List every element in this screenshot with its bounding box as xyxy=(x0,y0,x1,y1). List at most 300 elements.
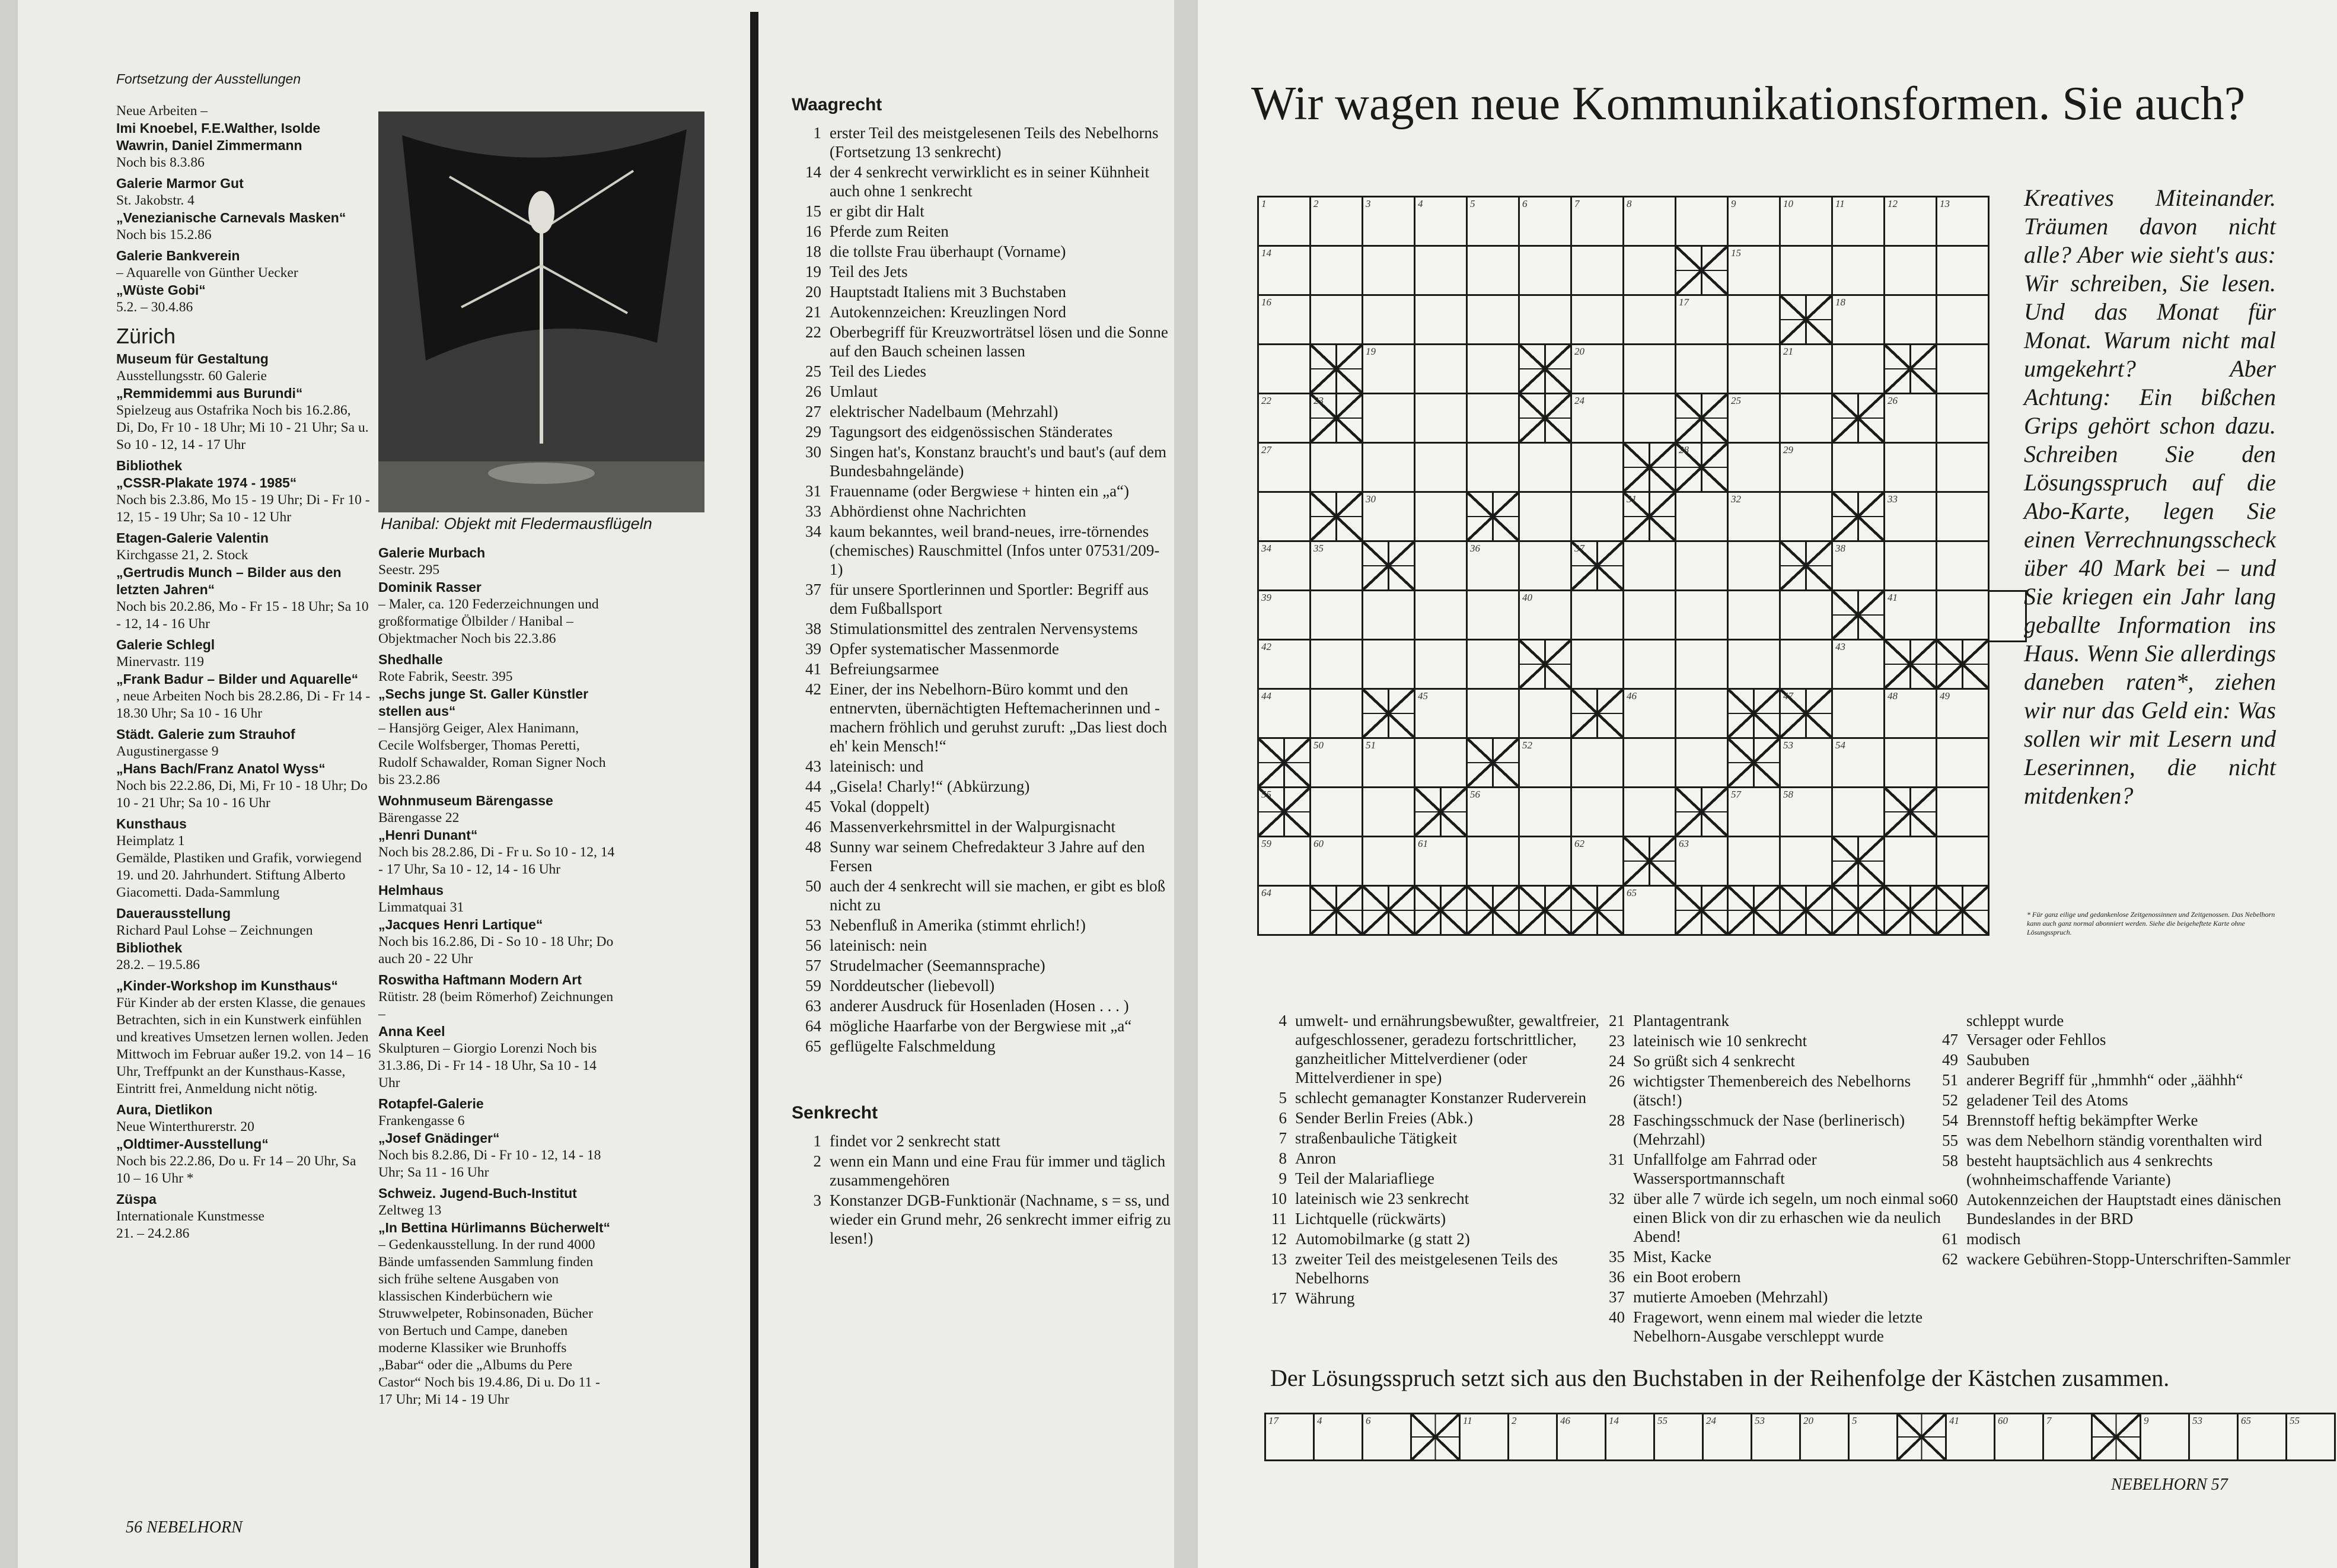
city-heading: Zürich xyxy=(116,324,176,348)
solution-cell xyxy=(2188,1413,2239,1461)
listing-entry xyxy=(116,175,371,244)
grid-cell xyxy=(1309,245,1363,296)
listing-d: Noch bis 15.2.86 xyxy=(116,227,212,243)
clue-item xyxy=(1257,1250,1613,1287)
clue-text: Frauenname (oder Bergwiese + hinten ein „a“) xyxy=(830,482,1130,500)
solution-cell-number: 2 xyxy=(1512,1415,1517,1426)
clue-number: 8 xyxy=(1279,1149,1287,1167)
cell-number: 11 xyxy=(1835,198,1845,209)
clue-item xyxy=(792,877,1171,914)
grid-cell xyxy=(1622,393,1676,444)
listing-entry xyxy=(116,103,371,171)
clue-text: die tollste Frau überhaupt (Vorname) xyxy=(830,243,1066,260)
listing-h: „Venezianische Carnevals Masken“ xyxy=(116,210,346,225)
clue-text: Konstanzer DGB-Funktionär (Nachname, s = ss, und wieder ein Grund mehr, 26 senkrecht immer eifrig zu lesen!) xyxy=(830,1191,1171,1247)
section-title: Fortsetzung der Ausstellungen xyxy=(116,71,301,87)
clue-number: 22 xyxy=(805,323,821,341)
grid-cell xyxy=(1622,540,1676,591)
solution-cell-number: 60 xyxy=(1998,1415,2008,1426)
grid-cell xyxy=(1518,245,1572,296)
grid-cell xyxy=(1622,245,1676,296)
clue-number: 7 xyxy=(1279,1129,1287,1147)
grid-cell xyxy=(1727,540,1781,591)
clue-number: 53 xyxy=(805,916,821,934)
clue-number: 43 xyxy=(805,757,821,775)
grid-cell xyxy=(1727,491,1781,542)
cell-number: 61 xyxy=(1418,838,1428,849)
clue-number: 26 xyxy=(1609,1072,1625,1090)
listing-v: Rotapfel-Galerie xyxy=(378,1096,484,1111)
cell-number: 1 xyxy=(1261,198,1267,209)
solution-blocked-cell xyxy=(1410,1413,1461,1461)
cell-number: 40 xyxy=(1522,592,1532,603)
solution-cell-number: 4 xyxy=(1317,1415,1322,1426)
listing-v: Bibliothek xyxy=(116,458,183,473)
solution-cell-number: 55 xyxy=(1657,1415,1668,1426)
clue-number: 59 xyxy=(805,977,821,995)
clue-text: Sender Berlin Freies (Abk.) xyxy=(1295,1109,1473,1127)
grid-cell xyxy=(1518,737,1572,788)
blocked-cell xyxy=(1675,442,1729,493)
grid-cell xyxy=(1309,196,1363,247)
blocked-cell xyxy=(1779,885,1833,936)
clue-text: geflügelte Falschmeldung xyxy=(830,1037,996,1055)
listing-t: Minervastr. 119 xyxy=(116,654,204,670)
clue-item xyxy=(792,797,1171,816)
cell-number: 19 xyxy=(1366,346,1376,357)
senkrecht-column-2 xyxy=(1595,1011,1951,1361)
grid-cell xyxy=(1570,491,1624,542)
listing-t: Kirchgasse 21, 2. Stock xyxy=(116,547,248,563)
clue-number: 39 xyxy=(805,640,821,658)
cell-number: 33 xyxy=(1888,493,1898,505)
cell-number: 21 xyxy=(1783,346,1793,357)
listing-entry xyxy=(378,1095,616,1181)
grid-cell xyxy=(1570,442,1624,493)
clue-number: 32 xyxy=(1609,1190,1625,1207)
clue-text: lateinisch wie 23 senkrecht xyxy=(1295,1190,1469,1207)
clue-item xyxy=(1928,1250,2302,1269)
clue-text: anderer Ausdruck für Hosenladen (Hosen . . . ) xyxy=(830,997,1129,1015)
grid-cell xyxy=(1570,589,1624,640)
blocked-cell xyxy=(1518,639,1572,690)
clue-item xyxy=(1257,1289,1613,1308)
listing-t: Limmatquai 31 xyxy=(378,900,464,915)
grid-cell xyxy=(1570,639,1624,690)
clue-number: 33 xyxy=(805,502,821,520)
grid-cell xyxy=(1570,786,1624,837)
clue-text: Teil des Liedes xyxy=(830,362,927,380)
grid-cell xyxy=(1309,737,1363,788)
grid-cell xyxy=(1414,491,1468,542)
clue-text: Mist, Kacke xyxy=(1633,1248,1711,1266)
listing-entry xyxy=(116,726,371,812)
exhibition-column-1 xyxy=(116,71,371,1506)
listing-t: Zeltweg 13 xyxy=(378,1203,442,1218)
listing-entry xyxy=(116,350,371,454)
grid-cell xyxy=(1414,688,1468,739)
grid-cell xyxy=(1309,442,1363,493)
clue-item xyxy=(1595,1150,1951,1188)
grid-cell xyxy=(1466,639,1520,690)
blocked-cell xyxy=(1779,540,1833,591)
blocked-cell xyxy=(1362,688,1415,739)
listing-h: „In Bettina Hürlimanns Bücherwelt“ xyxy=(378,1220,611,1235)
clue-number: 25 xyxy=(805,362,821,380)
senkrecht-column-3 xyxy=(1928,1011,2302,1361)
grid-cell xyxy=(1570,737,1624,788)
clue-item xyxy=(792,362,1171,381)
grid-cell xyxy=(1883,294,1937,345)
blocked-cell xyxy=(1936,639,1990,690)
grid-cell xyxy=(1727,836,1781,887)
grid-cell xyxy=(1936,589,1990,640)
grid-cell xyxy=(1675,589,1729,640)
grid-cell xyxy=(1309,786,1363,837)
grid-cell xyxy=(1936,343,1990,394)
grid-cell xyxy=(1257,196,1311,247)
clue-number: 11 xyxy=(1271,1210,1287,1228)
cell-number: 37 xyxy=(1574,543,1584,554)
listing-h: „Hans Bach/Franz Anatol Wyss“ xyxy=(116,761,326,776)
grid-cell xyxy=(1414,540,1468,591)
clue-text: Teil der Malariafliege xyxy=(1295,1169,1434,1187)
clue-item xyxy=(792,123,1171,161)
clue-number: 14 xyxy=(805,163,821,181)
clue-item xyxy=(792,222,1171,241)
clue-number: 18 xyxy=(805,243,821,260)
clue-item xyxy=(1928,1070,2302,1089)
clue-text: ein Boot erobern xyxy=(1633,1268,1741,1286)
clue-text: wenn ein Mann und eine Frau für immer und täglich zusammengehören xyxy=(830,1152,1166,1189)
listing-v: Helmhaus xyxy=(378,882,444,898)
grid-cell xyxy=(1622,786,1676,837)
clue-number: 31 xyxy=(1609,1150,1625,1168)
clue-item xyxy=(792,639,1171,658)
clue-text: Sunny war seinem Chefredakteur 3 Jahre auf den Fersen xyxy=(830,838,1145,875)
grid-cell xyxy=(1727,639,1781,690)
listing-h: „Sechs junge St. Galler Künstler stellen aus“ xyxy=(378,686,589,719)
listing-entry xyxy=(116,636,371,722)
clue-text: Faschingsschmuck der Nase (berlinerisch) (Mehrzahl) xyxy=(1633,1111,1905,1148)
grid-cell xyxy=(1257,540,1311,591)
grid-cell xyxy=(1414,245,1468,296)
listing-entry xyxy=(378,651,616,789)
clue-item xyxy=(792,956,1171,975)
grid-cell xyxy=(1570,836,1624,887)
cell-number: 43 xyxy=(1835,641,1845,652)
clue-text: schlecht gemanagter Konstanzer Ruderverein xyxy=(1295,1089,1587,1107)
clue-number: 6 xyxy=(1279,1109,1287,1127)
grid-cell xyxy=(1622,589,1676,640)
grid-cell xyxy=(1362,343,1415,394)
blocked-cell xyxy=(1831,491,1885,542)
grid-cell xyxy=(1466,589,1520,640)
grid-cell xyxy=(1936,540,1990,591)
grid-cell xyxy=(1309,294,1363,345)
listing-d: Noch bis 16.2.86, Di - So 10 - 18 Uhr; Do auch 20 - 22 Uhr xyxy=(378,934,614,967)
grid-cell xyxy=(1675,540,1729,591)
cell-number: 8 xyxy=(1627,198,1632,209)
clue-text: Strudelmacher (Seemannsprache) xyxy=(830,957,1045,974)
solution-instruction: Der Lösungsspruch setzt sich aus den Buchstaben in der Reihenfolge der Kästchen zusammen. xyxy=(1270,1365,2170,1391)
clue-number: 65 xyxy=(805,1037,821,1055)
grid-cell xyxy=(1727,294,1781,345)
cell-number: 2 xyxy=(1313,198,1319,209)
clue-item xyxy=(792,916,1171,935)
clue-text: über alle 7 würde ich segeln, um noch einmal so einen Blick von dir zu erhaschen wie da neulich Abend! xyxy=(1633,1190,1943,1245)
clue-item xyxy=(792,302,1171,321)
senkrecht-list xyxy=(792,1132,1171,1248)
clue-item xyxy=(1595,1189,1951,1246)
clue-text: Befreiungsarmee xyxy=(830,660,939,678)
blocked-cell xyxy=(1779,294,1833,345)
solution-cell xyxy=(2237,1413,2287,1461)
listing-d: Noch bis 8.3.86 xyxy=(116,155,205,170)
listing-v: Schweiz. Jugend-Buch-Institut xyxy=(378,1185,577,1201)
clue-number: 12 xyxy=(1271,1230,1287,1248)
clue-number: 34 xyxy=(805,522,821,540)
grid-cell xyxy=(1883,688,1937,739)
clue-item xyxy=(792,502,1171,521)
blocked-cell xyxy=(1518,885,1572,936)
listing-t: Heimplatz 1 xyxy=(116,833,185,849)
solution-cell-number: 11 xyxy=(1463,1415,1472,1426)
clue-text: Automobilmarke (g statt 2) xyxy=(1295,1230,1470,1248)
listing-t: Neue Arbeiten – xyxy=(116,103,208,119)
cell-number: 64 xyxy=(1261,887,1271,898)
grid-cell xyxy=(1414,393,1468,444)
grid-cell xyxy=(1414,639,1468,690)
listing-entry xyxy=(378,971,616,1092)
listing-d: – Gedenkausstellung. In der rund 4000 Bände umfassenden Sammlung finden sich frühe seltene Ausgaben von klassischen Kinderbüchern wie Struwwelpeter, Robinsonaden, Bücher von Bertuch und Campe, daneben moderne Klassiker wie Brunhoffs „Babar“ oder die „Albums du Pere Castor“ Noch bis 19.4.86, Di u. Do 11 - 17 Uhr; Mi 14 - 19 Uhr xyxy=(378,1237,600,1407)
clue-number: 40 xyxy=(1609,1308,1625,1326)
page-number-right: NEBELHORN 57 xyxy=(2111,1475,2228,1494)
clue-text: kaum bekanntes, weil brand-neues, irre-törnendes (chemisches) Rauschmittel (Infos unter 07531/209-1) xyxy=(830,522,1160,578)
clue-number: 42 xyxy=(805,680,821,698)
listing-entry xyxy=(116,457,371,526)
cell-number: 14 xyxy=(1261,247,1271,259)
clue-text: geladener Teil des Atoms xyxy=(1966,1091,2128,1109)
clue-item xyxy=(1257,1209,1613,1228)
solution-row xyxy=(1264,1413,2300,1461)
cell-number: 16 xyxy=(1261,297,1271,308)
listing-h: „Oldtimer-Ausstellung“ xyxy=(116,1136,269,1152)
solution-blocked-cell xyxy=(1896,1413,1947,1461)
clue-item xyxy=(792,817,1171,836)
clue-text: Teil des Jets xyxy=(830,263,908,281)
clue-item xyxy=(1595,1247,1951,1266)
clue-text: Einer, der ins Nebelhorn-Büro kommt und den entnervten, übernächtigten Heftemacherinnen und -machern fröhlich und geruhst zuruft: „Das liest doch eh' kein Mensch!“ xyxy=(830,680,1168,755)
clue-text: Pferde zum Reiten xyxy=(830,222,949,240)
grid-cell xyxy=(1779,196,1833,247)
grid-cell xyxy=(1622,294,1676,345)
listing-entry xyxy=(378,1185,616,1408)
clue-text: Abhördienst ohne Nachrichten xyxy=(830,502,1026,520)
cell-number: 39 xyxy=(1261,592,1271,603)
listing-h: Dominik Rasser xyxy=(378,579,482,595)
grid-cell xyxy=(1362,442,1415,493)
listing-d: 28.2. – 19.5.86 xyxy=(116,957,200,973)
clue-text: wackere Gebühren-Stopp-Unterschriften-Sammler xyxy=(1966,1250,2291,1268)
listing-h: „Josef Gnädinger“ xyxy=(378,1130,500,1146)
listing-t: Ausstellungsstr. 60 Galerie xyxy=(116,368,267,384)
listing-t: Augustinergasse 9 xyxy=(116,744,219,759)
blocked-cell xyxy=(1727,688,1781,739)
grid-cell xyxy=(1518,589,1572,640)
clue-item xyxy=(792,482,1171,501)
clue-number: 31 xyxy=(805,482,821,500)
grid-cell xyxy=(1779,343,1833,394)
grid-cell xyxy=(1570,294,1624,345)
grid-cell xyxy=(1414,836,1468,887)
grid-cell xyxy=(1570,196,1624,247)
cell-number: 46 xyxy=(1627,690,1637,702)
grid-cell xyxy=(1936,491,1990,542)
solution-cell-number: 53 xyxy=(2192,1415,2202,1426)
blocked-cell xyxy=(1727,737,1781,788)
clue-number: 58 xyxy=(1942,1152,1958,1169)
clue-text: Brennstoff heftig bekämpfter Werke xyxy=(1966,1111,2198,1129)
clue-item xyxy=(1928,1050,2302,1069)
grid-cell xyxy=(1518,540,1572,591)
blocked-cell xyxy=(1466,737,1520,788)
listing-h: Anna Keel xyxy=(378,1024,445,1039)
waagrecht-heading: Waagrecht xyxy=(792,95,882,114)
cell-number: 44 xyxy=(1261,690,1271,702)
blocked-cell xyxy=(1309,393,1363,444)
listing-v: Aura, Dietlikon xyxy=(116,1102,213,1117)
blocked-cell xyxy=(1831,589,1885,640)
cell-number: 32 xyxy=(1731,493,1741,505)
cell-number: 45 xyxy=(1418,690,1428,702)
grid-cell xyxy=(1518,442,1572,493)
clue-number: 35 xyxy=(1609,1248,1625,1266)
grid-cell xyxy=(1883,491,1937,542)
solution-cell xyxy=(2042,1413,2093,1461)
listing-h: „Frank Badur – Bilder und Aquarelle“ xyxy=(116,671,359,687)
cell-number: 9 xyxy=(1731,198,1736,209)
solution-cell xyxy=(1264,1413,1315,1461)
cell-number: 3 xyxy=(1366,198,1371,209)
clue-number: 5 xyxy=(1279,1089,1287,1107)
clue-number: 27 xyxy=(805,403,821,420)
grid-cell xyxy=(1779,589,1833,640)
clue-text: Unfallfolge am Fahrrad oder Wassersportmannschaft xyxy=(1633,1150,1817,1187)
crossword-grid xyxy=(1257,196,1988,934)
grid-cell xyxy=(1831,196,1885,247)
blocked-cell xyxy=(1936,885,1990,936)
grid-cell xyxy=(1414,343,1468,394)
clue-number: 36 xyxy=(1609,1268,1625,1286)
page-headline: Wir wagen neue Kommunikationsformen. Sie auch? xyxy=(1251,78,2246,130)
cell-number: 49 xyxy=(1940,690,1950,702)
clue-text: erster Teil des meistgelesenen Teils des Nebelhorns (Fortsetzung 13 senkrecht) xyxy=(830,124,1159,161)
blocked-cell xyxy=(1309,491,1363,542)
clue-text: Hauptstadt Italiens mit 3 Buchstaben xyxy=(830,283,1066,301)
listing-t: St. Jakobstr. 4 xyxy=(116,193,195,208)
photo-caption: Hanibal: Objekt mit Fledermausflügeln xyxy=(381,515,652,533)
solution-cell xyxy=(1459,1413,1509,1461)
cell-number: 4 xyxy=(1418,198,1423,209)
grid-cell xyxy=(1675,343,1729,394)
grid-cell xyxy=(1779,393,1833,444)
clue-item xyxy=(1928,1091,2302,1110)
cell-number: 17 xyxy=(1679,297,1689,308)
clue-number: 24 xyxy=(1609,1052,1625,1070)
cell-number: 62 xyxy=(1574,838,1584,849)
listing-d: – Maler, ca. 120 Federzeichnungen und großformatige Ölbilder / Hanibal – Objektmacher Noch bis 22.3.86 xyxy=(378,597,599,646)
grid-cell xyxy=(1831,540,1885,591)
grid-cell xyxy=(1883,245,1937,296)
solution-cell-number: 46 xyxy=(1560,1415,1570,1426)
blocked-cell xyxy=(1570,885,1624,936)
blocked-cell xyxy=(1622,836,1676,887)
solution-cell xyxy=(1556,1413,1606,1461)
clue-number: 41 xyxy=(805,660,821,678)
blocked-cell xyxy=(1257,737,1311,788)
senkrecht-heading: Senkrecht xyxy=(792,1103,878,1123)
clue-text: Tagungsort des eidgenössischen Ständerates xyxy=(830,423,1113,441)
continued-clue-tail: schleppt wurde xyxy=(1966,1012,2064,1030)
listing-v: Etagen-Galerie Valentin xyxy=(116,530,269,546)
grid-cell xyxy=(1518,196,1572,247)
clue-number: 1 xyxy=(813,124,821,142)
page-number-left: 56 NEBELHORN xyxy=(126,1518,243,1537)
grid-cell xyxy=(1466,786,1520,837)
clue-text: besteht hauptsächlich aus 4 senkrechts (wohnheimschaffende Variante) xyxy=(1966,1152,2213,1188)
clue-text: „Gisela! Charly!“ (Abkürzung) xyxy=(830,777,1030,795)
blocked-cell xyxy=(1779,688,1833,739)
clue-number: 56 xyxy=(805,936,821,954)
grid-cell xyxy=(1466,294,1520,345)
fine-print: * Für ganz eilige und gedankenlose Zeitgenossinnen und Zeitgenossen. Das Nebelhorn kann auch ganz normal abonniert werden. Siehe die beigeheftete Karte ohne Lösungsspruch. xyxy=(2027,910,2275,936)
clue-item xyxy=(792,580,1171,618)
clue-item xyxy=(792,1152,1171,1190)
clue-item xyxy=(792,1016,1171,1035)
grid-cell xyxy=(1622,639,1676,690)
clue-text: auch der 4 senkrecht will sie machen, er gibt es bloß nicht zu xyxy=(830,877,1166,914)
cell-number: 42 xyxy=(1261,641,1271,652)
solution-cell-number: 53 xyxy=(1755,1415,1765,1426)
listing-entry xyxy=(116,815,371,901)
clue-text: Opfer systematischer Massenmorde xyxy=(830,640,1059,658)
grid-cell xyxy=(1675,196,1729,247)
clue-item xyxy=(792,323,1171,361)
clue-number: 9 xyxy=(1279,1169,1287,1187)
cell-number: 58 xyxy=(1783,789,1793,800)
senkrecht-column-1 xyxy=(1257,1011,1613,1361)
solution-cell xyxy=(1653,1413,1704,1461)
clue-number: 52 xyxy=(1942,1091,1958,1109)
clue-text: modisch xyxy=(1966,1230,2021,1248)
cell-number: 56 xyxy=(1470,789,1480,800)
cell-number: 10 xyxy=(1783,198,1793,209)
clue-number: 48 xyxy=(805,838,821,856)
blocked-cell xyxy=(1622,491,1676,542)
grid-cell xyxy=(1831,343,1885,394)
clue-item xyxy=(1928,1030,2302,1049)
cell-number: 29 xyxy=(1783,444,1793,455)
cell-number: 55 xyxy=(1261,789,1271,800)
grid-cell xyxy=(1466,688,1520,739)
clue-text: wichtigster Themenbereich des Nebelhorns (ätsch!) xyxy=(1633,1072,1911,1109)
cell-number: 63 xyxy=(1679,838,1689,849)
grid-cell xyxy=(1466,393,1520,444)
cell-number: 15 xyxy=(1731,247,1741,259)
clue-text: lateinisch: nein xyxy=(830,936,927,954)
clue-item xyxy=(792,619,1171,638)
